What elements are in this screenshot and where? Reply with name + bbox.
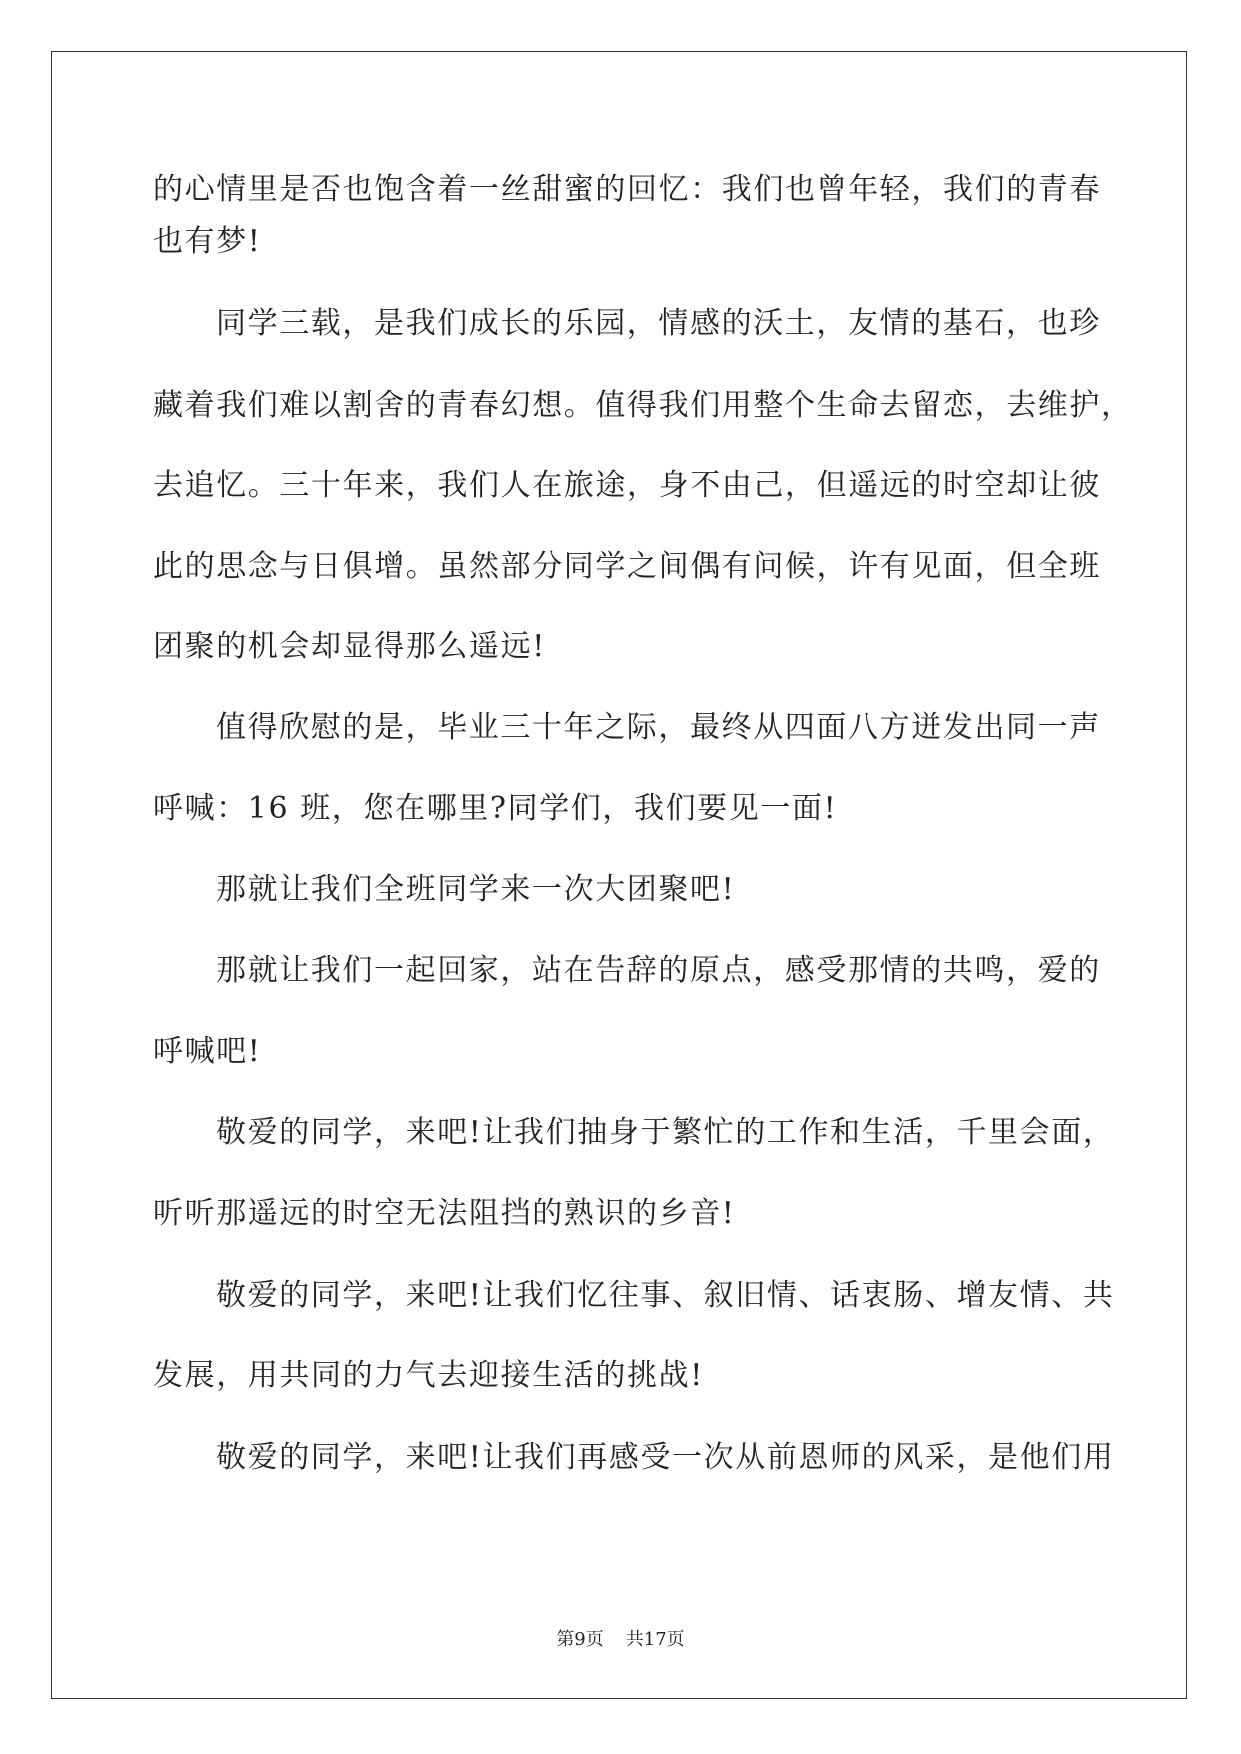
text-line-9: 呼喊：16 班，您在哪里?同学们，我们要见一面! [153,791,838,826]
text-line-17: 敬爱的同学，来吧!让我们再感受一次从前恩师的风采，是他们用 [216,1440,1115,1475]
text-line-4: 藏着我们难以割舍的青春幻想。值得我们用整个生命去留恋，去维护， [153,388,1133,423]
text-line-5: 去追忆。三十年来，我们人在旅途，身不由己，但遥远的时空却让彼 [153,468,1101,503]
total-pages-label: 共17页 [625,1629,685,1650]
text-line-1: 的心情里是否也饱含着一丝甜蜜的回忆：我们也曾年轻，我们的青春 [153,172,1101,207]
text-line-2: 也有梦! [153,224,262,259]
text-line-16: 发展，用共同的力气去迎接生活的挑战! [153,1358,704,1393]
text-line-10: 那就让我们全班同学来一次大团聚吧! [216,872,736,907]
text-line-15: 敬爱的同学，来吧!让我们忆往事、叙旧情、话衷肠、增友情、共 [216,1278,1115,1313]
text-line-3: 同学三载，是我们成长的乐园，情感的沃土，友情的基石，也珍 [216,306,1101,341]
text-line-6: 此的思念与日俱增。虽然部分同学之间偶有问候，许有见面，但全班 [153,549,1101,584]
text-line-13: 敬爱的同学，来吧!让我们抽身于繁忙的工作和生活，千里会面， [216,1115,1115,1150]
text-line-7: 团聚的机会却显得那么遥远! [153,629,546,664]
text-line-14: 听听那遥远的时空无法阻挡的熟识的乡音! [153,1196,736,1231]
text-line-11: 那就让我们一起回家，站在告辞的原点，感受那情的共鸣，爱的 [216,953,1101,988]
text-line-8: 值得欣慰的是，毕业三十年之际，最终从四面八方迸发出同一声 [216,710,1101,745]
current-page-label: 第9页 [556,1629,604,1650]
page-footer [0,1625,1241,1651]
text-line-12: 呼喊吧! [153,1034,262,1069]
